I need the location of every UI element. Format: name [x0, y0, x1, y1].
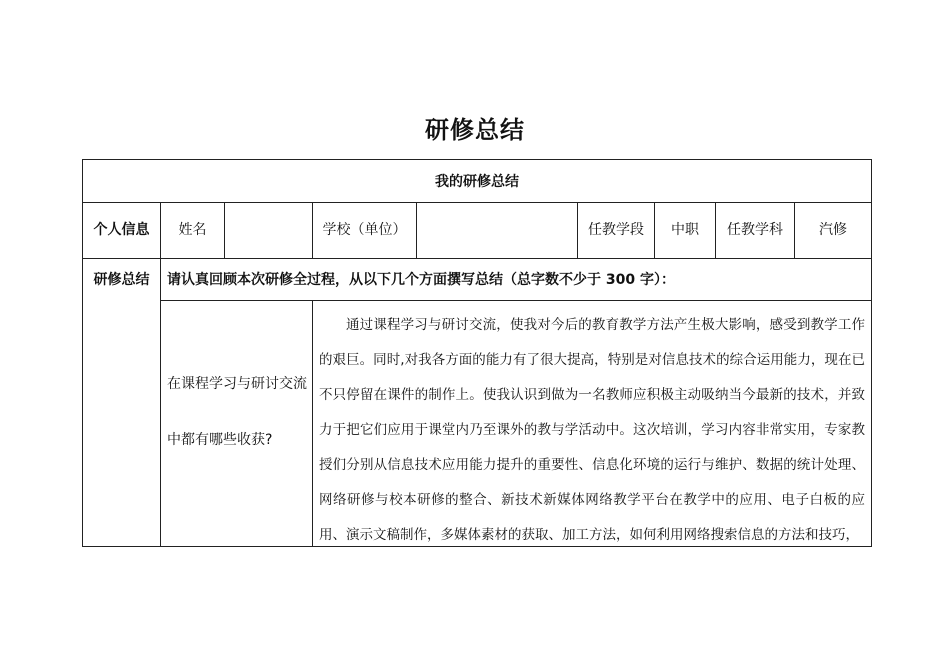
row-divider [83, 202, 871, 203]
col-divider [312, 300, 313, 547]
teaching-stage-label: 任教学段 [588, 222, 644, 238]
summary-form-table [82, 159, 872, 547]
col-divider [416, 202, 417, 258]
teaching-stage-value: 中职 [671, 222, 699, 238]
question-line: 在课程学习与研讨交流 [167, 376, 307, 392]
table-header: 我的研修总结 [435, 174, 519, 190]
page-title: 研修总结 [425, 116, 525, 144]
teaching-subject-label: 任教学科 [727, 222, 783, 238]
answer-paragraph: 通过课程学习与研讨交流，使我对今后的教育教学方法产生极大影响，感受到教学工作的艰巨。同时,对我各方面的能力有了很大提高，特别是对信息技术的综合运用能力，现在已不只停留在课件的制作上。使我认识到做为一名教师应积极主动吸纳当今最新的技术，并致力于把它们应用于课堂内乃至课外的教与学活动中。这次培训，学习内容非常实用，专家教授们分别从信息技术应用能力提升的重要性、信息化环境的运行与维护、数据的统计处理、网络研修与校本研修的整合、新技术新媒体网络教学平台在教学中的应用、电子白板的应用、演示文稿制作，多媒体素材的获取、加工方法，如何利用网络搜索信息的方法和技巧， [319, 317, 865, 543]
row-divider [160, 300, 871, 301]
row-divider [83, 258, 871, 259]
col-divider [160, 202, 161, 547]
summary-instruction: 请认真回顾本次研修全过程，从以下几个方面撰写总结（总字数不少于 300 字）： [167, 272, 675, 288]
school-label: 学校（单位） [322, 222, 407, 238]
question-text [167, 356, 307, 468]
name-label: 姓名 [178, 222, 207, 238]
answer-text [319, 308, 865, 553]
summary-label: 研修总结 [93, 272, 150, 288]
teaching-subject-value: 汽修 [819, 222, 847, 238]
personal-info-label: 个人信息 [93, 222, 150, 238]
question-line: 中都有哪些收获? [167, 432, 273, 448]
col-divider [224, 202, 225, 258]
